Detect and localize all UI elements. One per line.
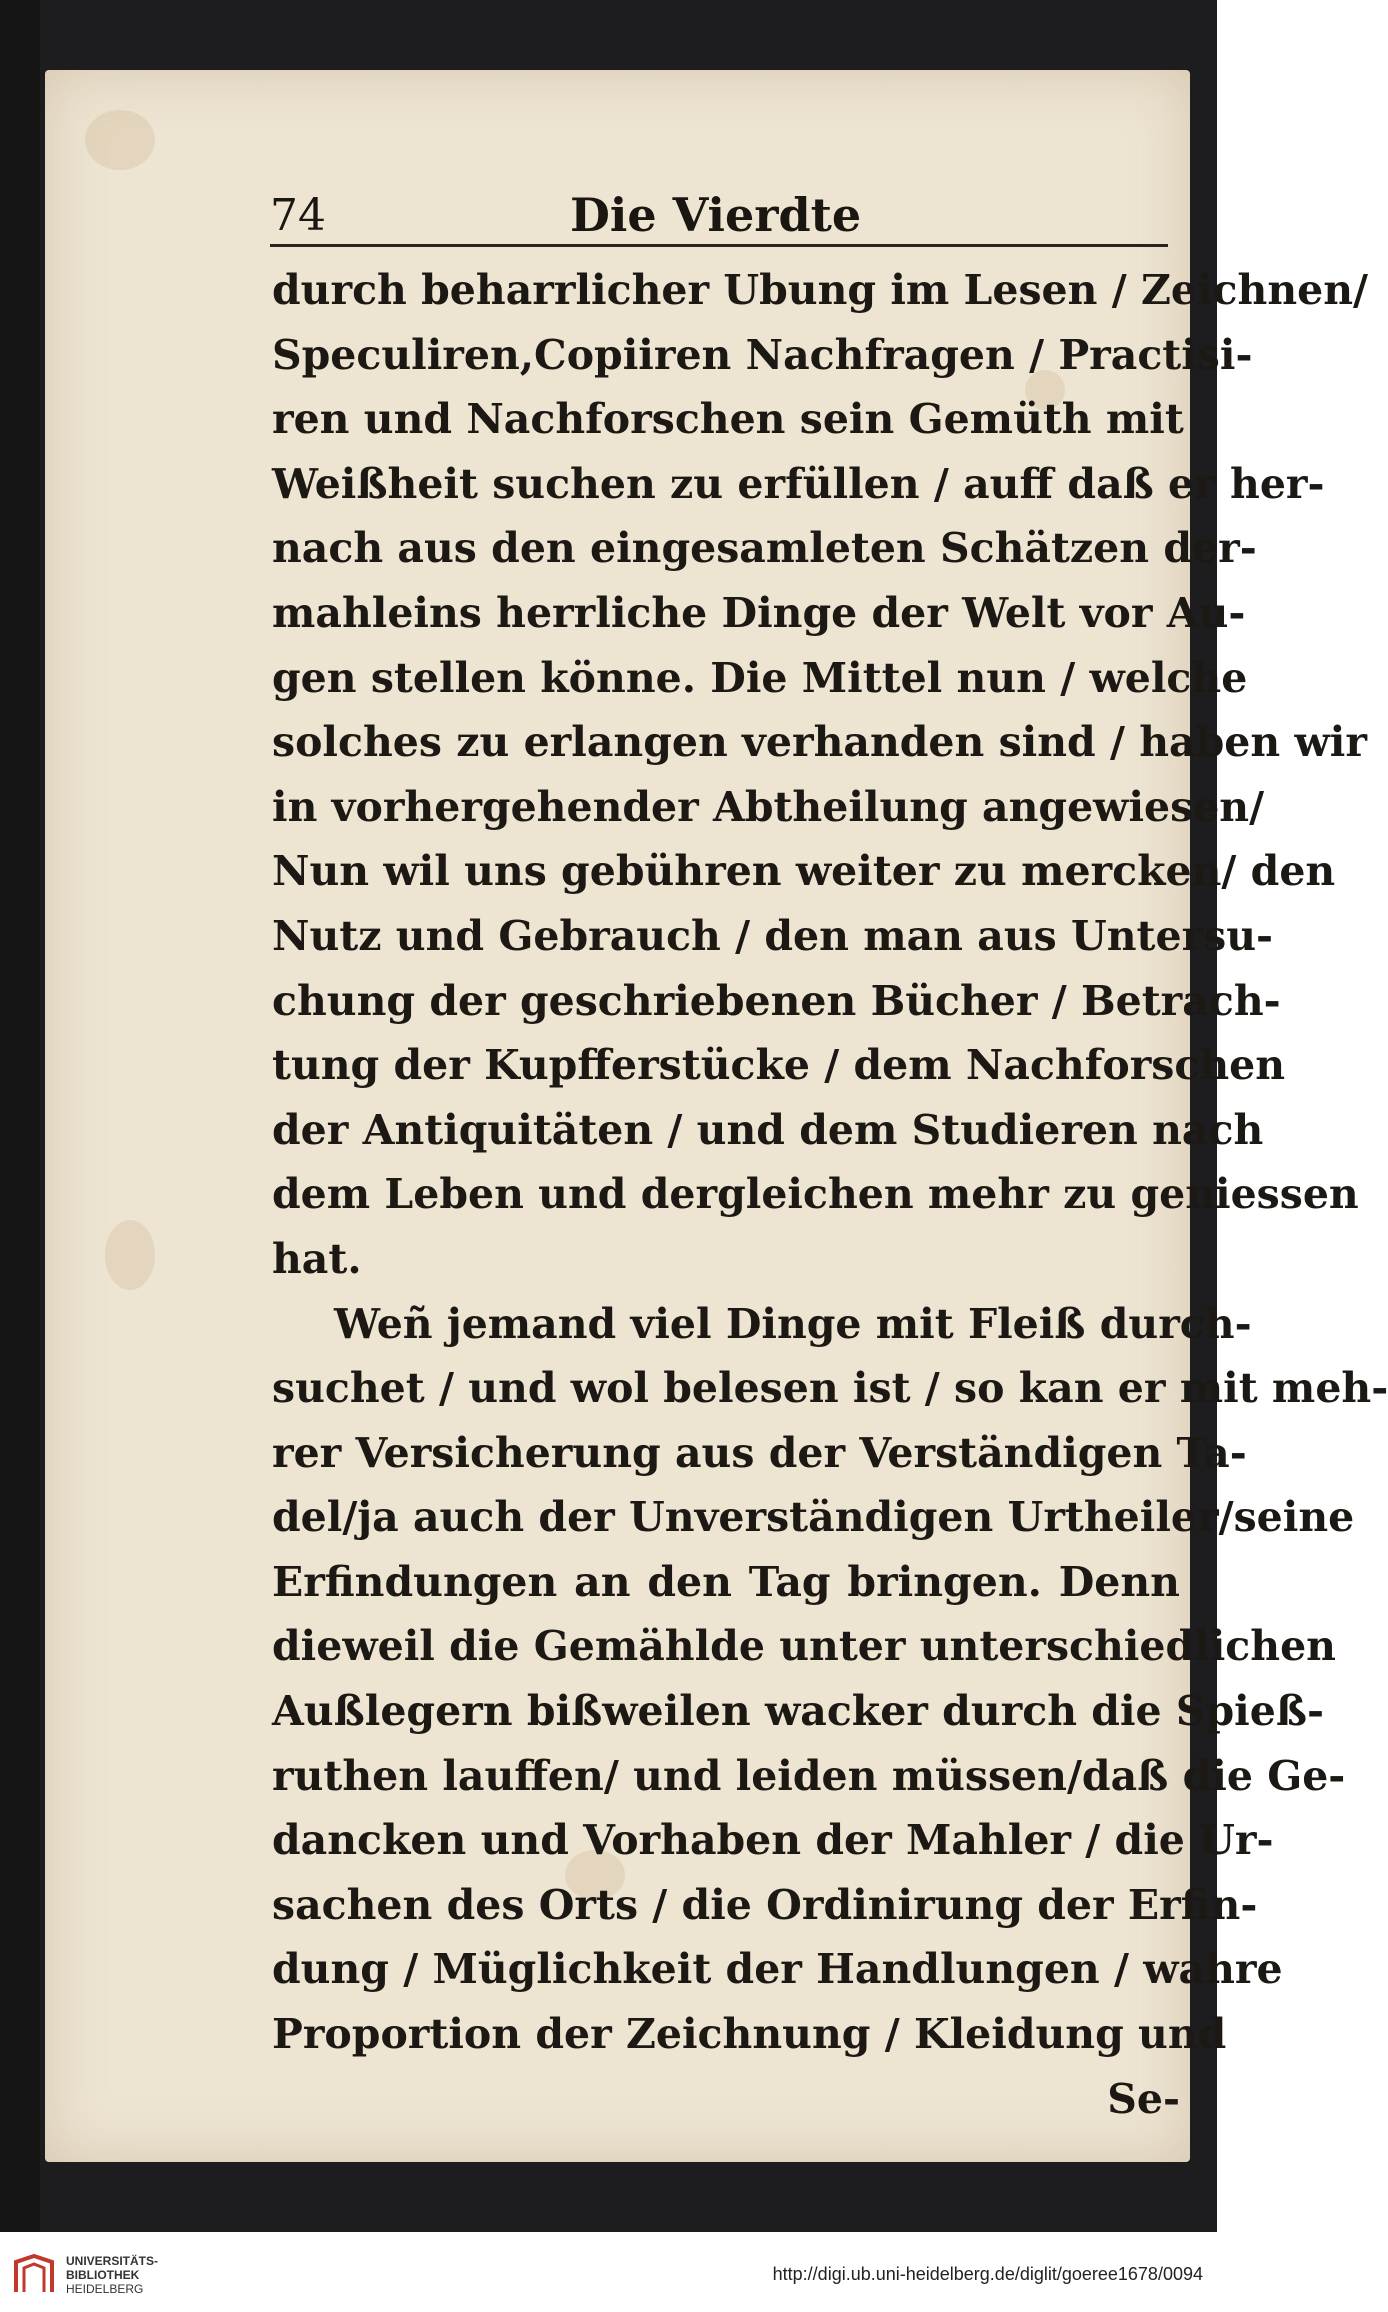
- library-name-line: UNIVERSITÄTS-: [66, 2254, 159, 2268]
- text-line: Weñ jemand viel Dinge mit Fleiß durch-: [334, 1299, 1252, 1348]
- text-line: rer Versicherung aus der Verständigen Ta-: [272, 1428, 1247, 1477]
- text-line: Weißheit suchen zu erfüllen / auff daß er her-: [272, 459, 1325, 508]
- text-line: Nun wil uns gebühren weiter zu mercken/ den: [272, 847, 1336, 896]
- text-line: nach aus den eingesamleten Schätzen der-: [272, 524, 1257, 573]
- viewer-footer: [0, 2232, 1217, 2312]
- text-line: sachen des Orts / die Ordinirung der Erfin-: [272, 1880, 1258, 1929]
- body-text: [272, 258, 1388, 2131]
- library-name-line: BIBLIOTHEK: [66, 2268, 140, 2282]
- library-name[interactable]: [66, 2254, 158, 2296]
- page-number: 74: [270, 190, 326, 241]
- text-line: in vorhergehender Abtheilung angewiesen/: [272, 782, 1265, 831]
- catchword: Se-: [1107, 2074, 1180, 2123]
- text-line: dung / Müglichkeit der Handlungen / wahre: [272, 1945, 1283, 1994]
- text-line: der Antiquitäten / und dem Studieren nach: [272, 1105, 1264, 1154]
- running-head: Die Vierdte: [570, 188, 862, 242]
- text-line: dancken und Vorhaben der Mahler / die Ur-: [272, 1816, 1274, 1865]
- permalink-url[interactable]: http://digi.ub.uni-heidelberg.de/diglit/goeree1678/0094: [772, 2264, 1203, 2284]
- text-line: chung der geschriebenen Bücher / Betrach-: [272, 976, 1281, 1025]
- text-line: Nutz und Gebrauch / den man aus Untersu-: [272, 911, 1274, 960]
- text-line: tung der Kupfferstücke / dem Nachforschen: [272, 1041, 1286, 1090]
- text-line: solches zu erlangen verhanden sind / haben wir: [272, 718, 1367, 767]
- text-line: durch beharrlicher Ubung im Lesen / Zeichnen/: [272, 266, 1369, 314]
- text-line: Erfindungen an den Tag bringen. Denn: [272, 1557, 1180, 1606]
- text-line: mahleins herrliche Dinge der Welt vor Au-: [272, 588, 1246, 637]
- text-line: Proportion der Zeichnung / Kleidung und: [272, 2010, 1227, 2059]
- text-line: hat.: [272, 1234, 362, 1283]
- library-name-line: HEIDELBERG: [66, 2282, 144, 2296]
- text-line: dieweil die Gemählde unter unterschiedlichen: [272, 1622, 1336, 1671]
- text-line: suchet / und wol belesen ist / so kan er mit meh-: [272, 1364, 1388, 1413]
- book-cover-edge: [0, 0, 40, 2232]
- text-line: del/ja auch der Unverständigen Urtheiler/seine: [272, 1493, 1355, 1542]
- university-logo-icon[interactable]: [12, 2252, 56, 2296]
- text-line: gen stellen könne. Die Mittel nun / welche: [272, 653, 1248, 702]
- text-line: Speculiren,Copiiren Nachfragen / Practisi-: [272, 330, 1253, 379]
- text-line: ren und Nachforschen sein Gemüth mit: [272, 395, 1184, 444]
- text-line: dem Leben und dergleichen mehr zu geniessen: [272, 1170, 1359, 1219]
- text-line: ruthen lauffen/ und leiden müssen/daß die Ge-: [272, 1751, 1346, 1800]
- header-rule: [270, 244, 1168, 247]
- text-line: Außlegern bißweilen wacker durch die Spieß-: [272, 1687, 1324, 1736]
- page-header: [270, 190, 1170, 250]
